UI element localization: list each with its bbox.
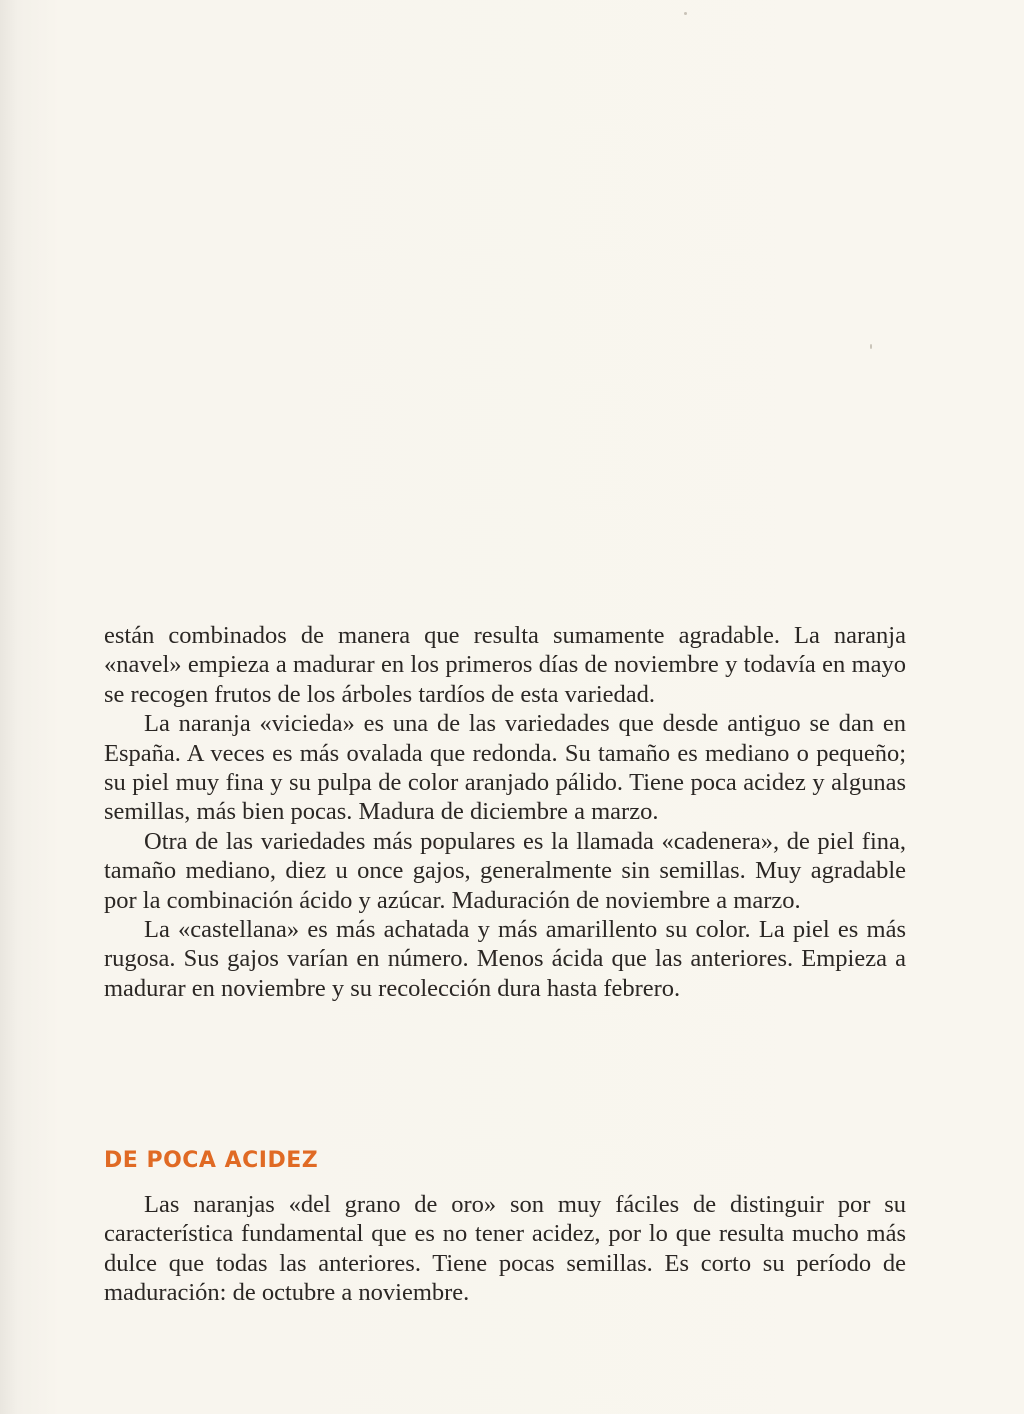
- paragraph-vicieda: La naranja «vicieda» es una de las variedades que desde antiguo se dan en España. A veces es más ovalada que redonda. Su tamaño es mediano o pequeño; su piel muy fina y su pulpa de color aranjado pálido. Tiene poca acidez y algunas semillas, más bien pocas. Madura de diciembre a marzo.: [104, 710, 906, 826]
- section-body: [104, 1190, 906, 1308]
- paper-speck: [870, 344, 872, 349]
- section-heading: DE POCA ACIDEZ: [104, 1148, 319, 1173]
- paper-speck: [684, 12, 687, 15]
- paragraph-grano-de-oro: Las naranjas «del grano de oro» son muy fáciles de distinguir por su característica fundamental que es no tener acidez, por lo que resulta mucho más dulce que todas las anteriores. Tiene pocas semillas. Es corto su período de maduración: de octubre a noviembre.: [104, 1191, 906, 1307]
- body-text: [104, 621, 906, 1003]
- paragraph-navel: están combinados de manera que resulta sumamente agradable. La naranja «navel» empieza a madurar en los primeros días de noviembre y todavía en mayo se recogen frutos de los árboles tardíos de esta variedad.: [104, 622, 906, 708]
- paragraph-castellana: La «castellana» es más achatada y más amarillento su color. La piel es más rugosa. Sus gajos varían en número. Menos ácida que las anteriores. Empieza a madurar en noviembre y su recolección dura hasta febrero.: [104, 916, 906, 1002]
- paragraph-cadenera: Otra de las variedades más populares es la llamada «cadenera», de piel fina, tamaño mediano, diez u once gajos, generalmente sin semillas. Muy agradable por la combinación ácido y azúcar. Maduración de noviembre a marzo.: [104, 827, 906, 914]
